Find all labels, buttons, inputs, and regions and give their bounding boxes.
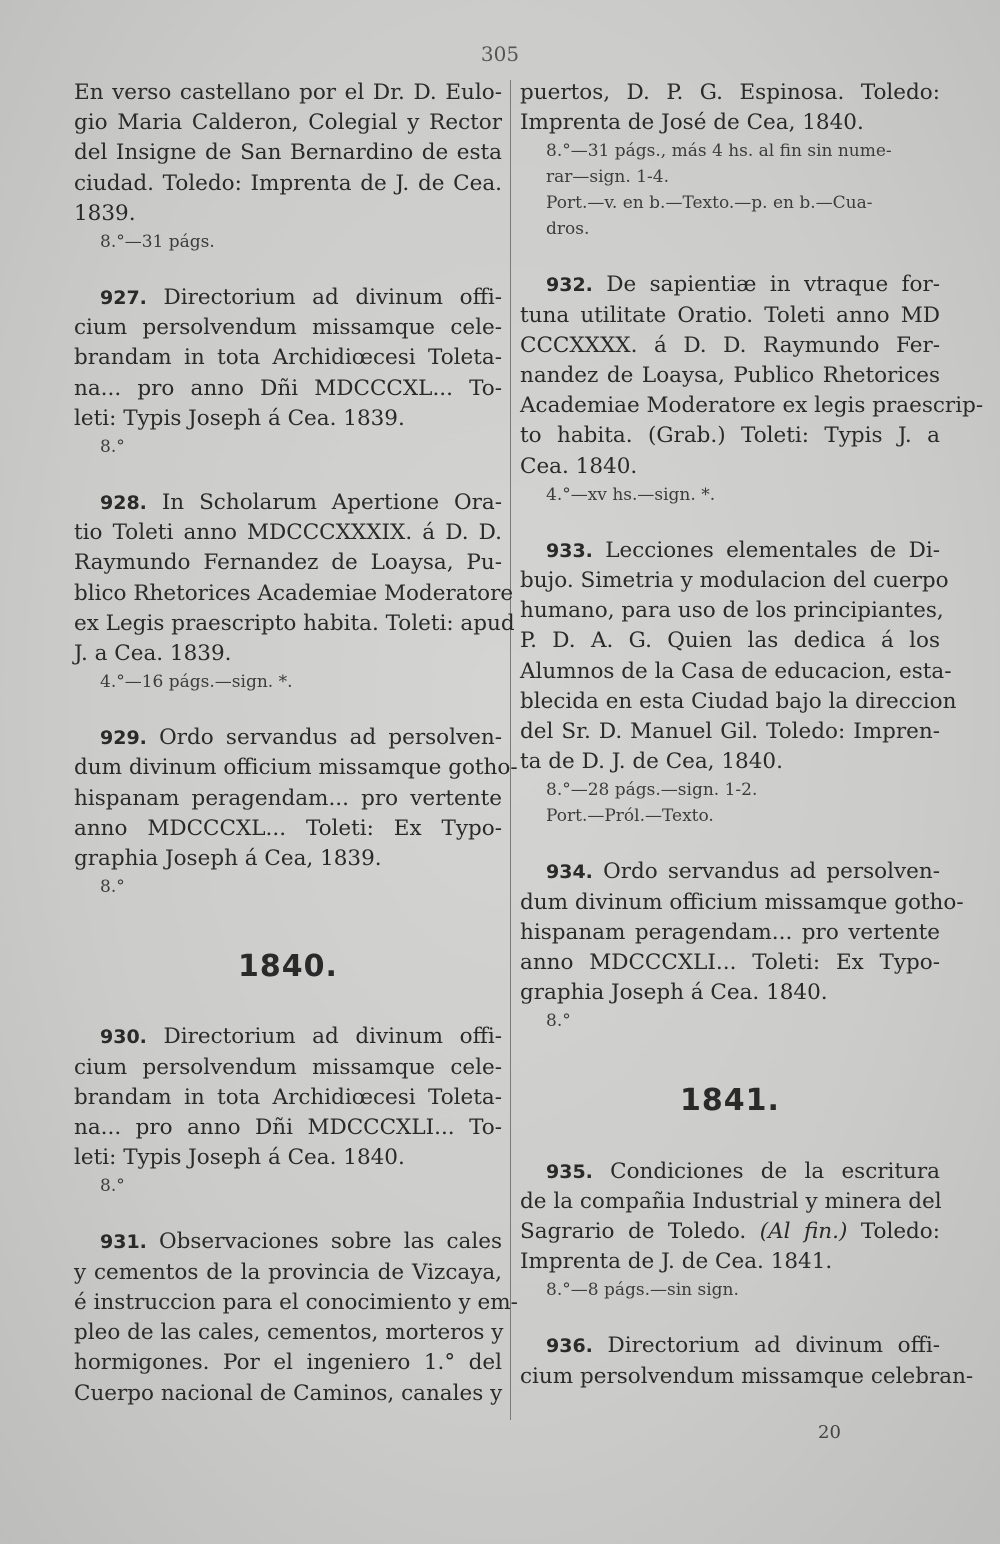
entry-line	[520, 747, 940, 777]
entry-line	[520, 361, 940, 391]
entry-text: é instruccion para el conocimiento y em-	[74, 1289, 518, 1315]
entry-text: y cementos de la provincia de Vizcaya,	[74, 1259, 502, 1285]
entry-text: En verso castellano por el Dr. D. Eulo-	[74, 80, 502, 105]
column-divider	[510, 80, 511, 1420]
collation-note: 8.°	[546, 1011, 571, 1032]
collation-note: 8.°	[100, 437, 125, 458]
entry-line	[520, 687, 957, 717]
right-column	[520, 78, 984, 1392]
entry-line	[520, 857, 940, 887]
entry-text: gio Maria Calderon, Colegial y Rector	[74, 110, 502, 136]
entry-text: Directorium ad divinum offi-	[607, 1333, 940, 1359]
entry-line	[74, 1288, 518, 1318]
entry-number: 929.	[100, 727, 147, 750]
entry-line	[74, 814, 502, 844]
entry-text: leti: Typis Joseph á Cea. 1840.	[74, 1145, 405, 1171]
entry-line	[74, 108, 502, 138]
collation-note: 4.°—16 págs.—sign. *.	[100, 672, 293, 693]
entry-text: ta de D. J. de Cea, 1840.	[520, 749, 783, 775]
entry-text: Condiciones de la escritura	[610, 1158, 940, 1184]
entry-line	[74, 1348, 502, 1378]
entry-text: cium persolvendum missamque celebran-	[520, 1363, 974, 1389]
entry-line	[520, 331, 940, 361]
entry-number: 927.	[100, 287, 147, 310]
entry-text: In Scholarum Apertione Ora-	[161, 490, 502, 516]
left-column	[74, 78, 518, 1409]
entry-text: na... pro anno Dñi MDCCCXL... To-	[74, 375, 502, 401]
entry-line	[74, 343, 502, 373]
entry-line	[520, 391, 984, 421]
collation-note: Port.—v. en b.—Texto.—p. en b.—Cua-	[546, 193, 873, 214]
entry-text: hispanam peragendam... pro vertente	[74, 785, 502, 811]
entry-text: bujo. Simetria y modulacion del cuerpo	[520, 568, 949, 594]
entry-line	[74, 283, 502, 313]
entry-text: blecida en esta Ciudad bajo la direccion	[520, 688, 957, 714]
year-heading: 1841.	[680, 1083, 780, 1119]
entry-line	[74, 548, 502, 578]
entry-text: Alumnos de la Casa de educacion, esta-	[520, 658, 952, 684]
collation-note: Port.—Pról.—Texto.	[546, 806, 714, 827]
entry-line	[74, 1113, 502, 1143]
entry-number: 930.	[100, 1026, 147, 1049]
entry-text: graphia Joseph á Cea. 1840.	[520, 980, 828, 1006]
entry-text: Raymundo Fernandez de Loaysa, Pu-	[74, 550, 502, 576]
entry-text: del Sr. D. Manuel Gil. Toledo: Impren-	[520, 719, 940, 745]
entry-text: dum divinum officium missamque gotho-	[520, 889, 964, 915]
collation-note: 8.°	[100, 877, 125, 898]
entry-text: Lecciones elementales de Di-	[605, 537, 940, 563]
collation-note: 8.°	[100, 1176, 125, 1197]
entry-text: cium persolvendum missamque cele-	[74, 1054, 502, 1080]
catalog-entry	[520, 1331, 974, 1391]
catalog-entry	[520, 270, 984, 507]
italic-note: (Al fin.)	[759, 1219, 848, 1245]
catalog-entry	[520, 857, 964, 1034]
entry-line	[520, 536, 940, 566]
entry-line	[74, 404, 502, 434]
collation-note: 8.°—8 págs.—sin sign.	[546, 1280, 739, 1301]
entry-text: tio Toleti anno MDCCCXXXIX. á D. D.	[74, 520, 502, 546]
entry-text: ciudad. Toledo: Imprenta de J. de Cea.	[74, 170, 502, 196]
entry-text: graphia Joseph á Cea, 1839.	[74, 846, 382, 872]
entry-line	[74, 1379, 502, 1409]
entry-text: del Insigne de San Bernardino de esta	[74, 140, 502, 166]
entry-line	[74, 313, 502, 343]
catalog-entry	[74, 1227, 518, 1408]
continued-entry	[520, 78, 940, 242]
entry-line	[520, 978, 940, 1008]
entry-text: P. D. A. G. Quien las dedica á los	[520, 628, 940, 654]
entry-line	[74, 199, 502, 229]
entry-text: 1839.	[74, 200, 136, 226]
entry-text: hormigones. Por el ingeniero 1.° del	[74, 1350, 502, 1376]
entry-text: brandam in tota Archidiœcesi Toleta-	[74, 1084, 502, 1110]
entry-line	[520, 78, 940, 108]
catalog-entry	[74, 283, 502, 460]
entry-number: 931.	[100, 1231, 147, 1254]
entry-text: pleo de las cales, cementos, morteros y	[74, 1320, 504, 1346]
entry-line	[520, 270, 940, 300]
entry-line	[74, 1053, 502, 1083]
entry-line	[520, 888, 964, 918]
entry-line	[520, 918, 940, 948]
entry-text: to habita. (Grab.) Toleti: Typis J. a	[520, 423, 940, 449]
catalog-entry	[520, 536, 957, 830]
entry-line	[520, 1187, 940, 1217]
entry-text: hispanam peragendam... pro vertente	[520, 919, 940, 945]
entry-text: Imprenta de José de Cea, 1840.	[520, 110, 864, 136]
entry-text: Cuerpo nacional de Caminos, canales y	[74, 1380, 503, 1406]
entry-text: ex Legis praescripto habita. Toleti: apud	[74, 610, 515, 636]
entry-line	[74, 784, 502, 814]
entry-line	[520, 1331, 940, 1361]
entry-line	[74, 639, 502, 669]
entry-line	[520, 301, 940, 331]
entry-line	[74, 1083, 502, 1113]
entry-text: anno MDCCCXL... Toleti: Ex Typo-	[74, 815, 502, 841]
catalog-entry	[74, 723, 518, 900]
entry-line	[74, 609, 515, 639]
entry-text: Directorium ad divinum offi-	[163, 1024, 502, 1050]
entry-line	[74, 374, 502, 404]
entry-number: 936.	[546, 1335, 593, 1358]
collation-note: 8.°—31 págs.	[100, 232, 215, 253]
entry-line	[74, 1318, 502, 1348]
entry-number: 933.	[546, 539, 593, 562]
catalog-entry	[74, 488, 515, 695]
entry-text: Imprenta de J. de Cea. 1841.	[520, 1249, 833, 1275]
entry-text: cium persolvendum missamque cele-	[74, 315, 502, 341]
entry-text: puertos, D. P. G. Espinosa. Toledo:	[520, 80, 940, 105]
entry-line	[74, 488, 502, 518]
entry-line	[74, 138, 502, 168]
entry-line	[74, 579, 514, 609]
entry-text: leti: Typis Joseph á Cea. 1839.	[74, 405, 405, 431]
entry-text: brandam in tota Archidiœcesi Toleta-	[74, 345, 502, 371]
entry-line	[520, 1247, 940, 1277]
entry-line	[520, 452, 940, 482]
entry-line	[74, 1143, 502, 1173]
entry-line	[520, 1217, 940, 1247]
collation-note: dros.	[546, 219, 590, 240]
entry-text: blico Rhetorices Academiae Moderatore	[74, 580, 514, 606]
collation-note: 8.°—28 págs.—sign. 1-2.	[546, 780, 758, 801]
collation-note: 4.°—xv hs.—sign. *.	[546, 484, 716, 505]
collation-note: 8.°—31 págs., más 4 hs. al fin sin nume-	[546, 141, 892, 162]
entry-text: Ordo servandus ad persolven-	[603, 859, 940, 885]
entry-text: Directorium ad divinum offi-	[163, 285, 502, 311]
entry-line	[520, 626, 940, 656]
entry-text: CCCXXXX. á D. D. Raymundo Fer-	[520, 332, 940, 358]
entry-text: dum divinum officium missamque gotho-	[74, 755, 518, 781]
entry-line	[520, 596, 944, 626]
entry-line	[520, 566, 949, 596]
entry-text: Academiae Moderatore ex legis praescrip-	[520, 393, 984, 419]
collation-note: rar—sign. 1-4.	[546, 167, 669, 188]
entry-text: anno MDCCCXLI... Toleti: Ex Typo-	[520, 950, 940, 976]
entry-number: 928.	[100, 492, 147, 515]
entry-number: 934.	[546, 861, 593, 884]
entry-text: humano, para uso de los principiantes,	[520, 598, 944, 624]
entry-line	[74, 518, 502, 548]
entry-text: Cea. 1840.	[520, 453, 638, 479]
entry-line	[520, 108, 940, 138]
entry-number: 932.	[546, 274, 593, 297]
entry-line	[74, 1022, 502, 1052]
entry-text: de la compañia Industrial y minera del	[520, 1188, 942, 1214]
entry-text: De sapientiæ in vtraque for-	[606, 272, 941, 298]
entry-text: nandez de Loaysa, Publico Rhetorices	[520, 363, 940, 389]
catalog-entry	[74, 1022, 502, 1199]
entry-text: Observaciones sobre las cales	[158, 1229, 502, 1255]
entry-number: 935.	[546, 1160, 593, 1183]
entry-line	[520, 421, 940, 451]
entry-line	[74, 169, 502, 199]
entry-line	[520, 1362, 974, 1392]
entry-text: J. a Cea. 1839.	[74, 641, 232, 667]
signature-mark: 20	[818, 1422, 841, 1443]
entry-line	[520, 657, 952, 687]
entry-text: tuna utilitate Oratio. Toleti anno MD	[520, 302, 940, 328]
year-heading: 1840.	[238, 949, 338, 985]
entry-line	[74, 723, 502, 753]
catalog-entry	[520, 1157, 940, 1304]
entry-line	[74, 753, 518, 783]
entry-text: Ordo servandus ad persolven-	[159, 725, 502, 751]
entry-line	[74, 1258, 502, 1288]
entry-line	[74, 78, 502, 108]
entry-line	[520, 717, 940, 747]
entry-line	[520, 1157, 940, 1187]
entry-line	[520, 948, 940, 978]
continued-entry	[74, 78, 502, 255]
entry-text: na... pro anno Dñi MDCCCXLI... To-	[74, 1115, 502, 1141]
page-number: 305	[480, 42, 520, 66]
entry-line	[74, 1227, 502, 1257]
entry-text: Sagrario de Toledo. (Al fin.) Toledo:	[520, 1219, 940, 1245]
entry-line	[74, 844, 502, 874]
